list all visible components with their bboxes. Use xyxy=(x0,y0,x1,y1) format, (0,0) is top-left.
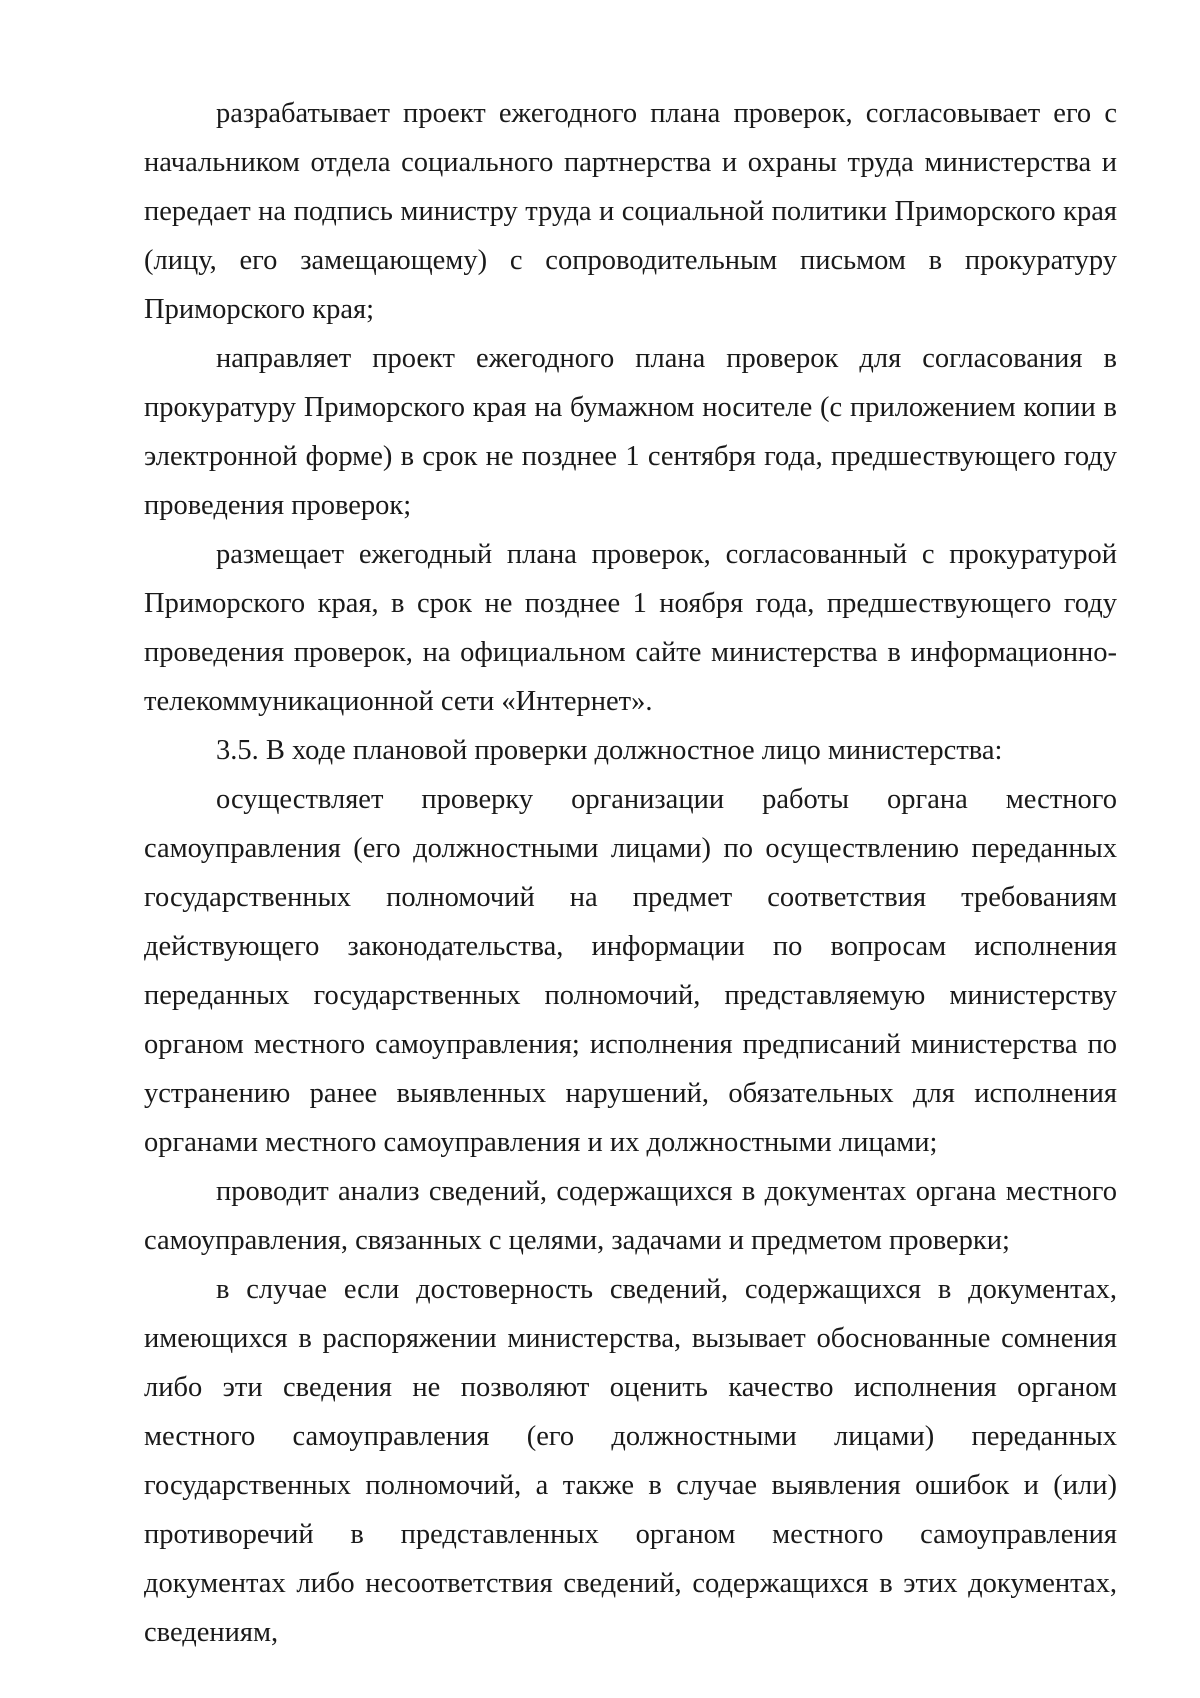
paragraph-doubtful-information: в случае если достоверность сведений, содержащихся в документах, имеющихся в распоряжении министерства, вызывает обоснованные сомнения либо эти сведения не позволяют оценить качество исполнения органом местного самоуправления (его должностными лицами) переданных государственных полномочий, а также в случае выявления ошибок и (или) противоречий в представленных органом местного самоуправления документах либо несоответствия сведений, содержащихся в этих документах, сведениям, xyxy=(144,1274,1117,1648)
section-heading-3-5: 3.5. В ходе плановой проверки должностное лицо министерства: xyxy=(216,735,1003,766)
paragraph-document-analysis: проводит анализ сведений, содержащихся в документах органа местного самоуправления, связанных с целями, задачами и предметом проверки; xyxy=(144,1176,1117,1256)
paragraph-plan-approval: направляет проект ежегодного плана проверок для согласования в прокуратуру Приморского края на бумажном носителе (с приложением копии в электронной форме) в срок не позднее 1 сентября года, предшествующего году проведения проверок; xyxy=(144,343,1117,521)
paragraph-plan-publication: размещает ежегодный плана проверок, согласованный с прокуратурой Приморского края, в срок не позднее 1 ноября года, предшествующего году проведения проверок, на официальном сайте министерства в информационно-телекоммуникационной сети «Интернет». xyxy=(144,539,1117,717)
paragraph-plan-drafting: разрабатывает проект ежегодного плана проверок, согласовывает его с начальником отдела социального партнерства и охраны труда министерства и передает на подпись министру труда и социальной политики Приморского края (лицу, его замещающему) с сопроводительным письмом в прокуратуру Приморского края; xyxy=(144,98,1117,325)
document-body xyxy=(144,89,1117,1657)
paragraph-inspection-scope: осуществляет проверку организации работы органа местного самоуправления (его должностными лицами) по осуществлению переданных государственных полномочий на предмет соответствия требованиям действующего законодательства, информации по вопросам исполнения переданных государственных полномочий, представляемую министерству органом местного самоуправления; исполнения предписаний министерства по устранению ранее выявленных нарушений, обязательных для исполнения органами местного самоуправления и их должностными лицами; xyxy=(144,784,1117,1158)
